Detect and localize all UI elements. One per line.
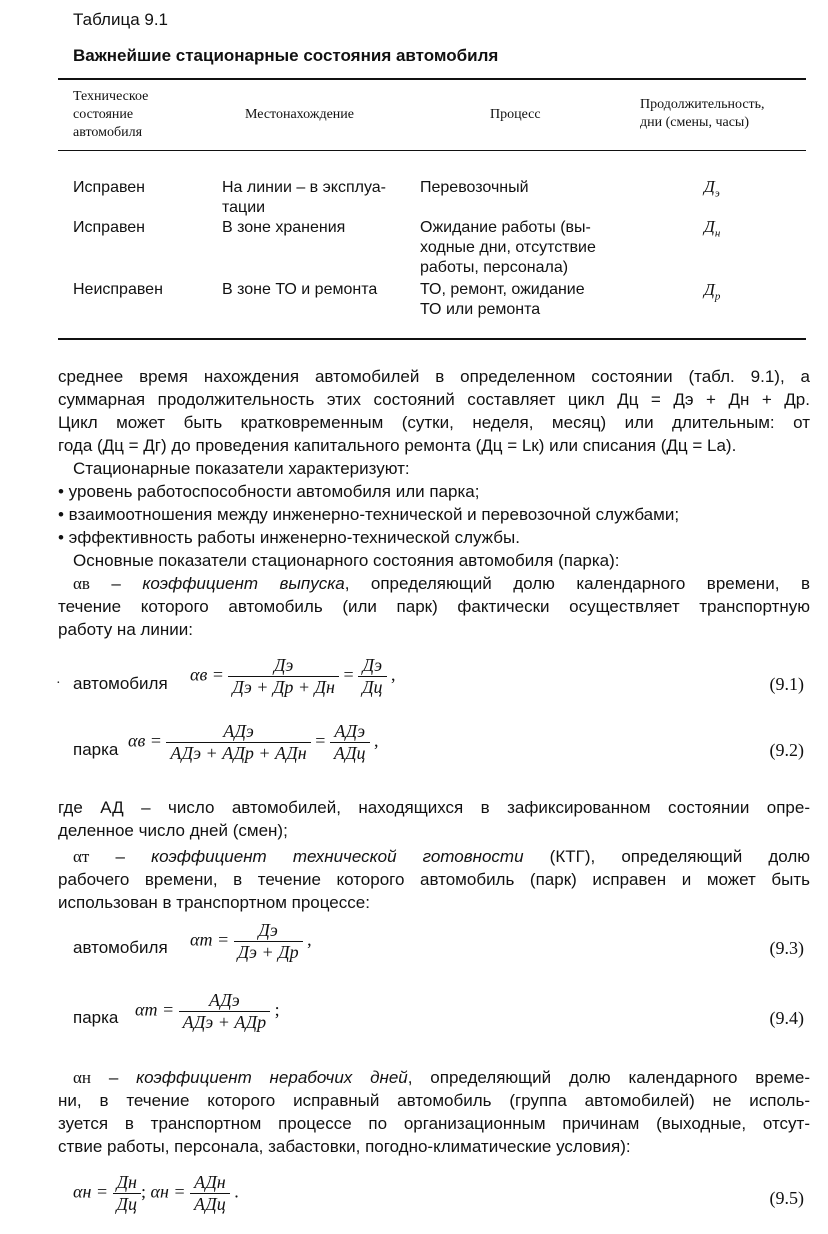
table-title: Важнейшие стационарные состояния автомобиля bbox=[73, 46, 499, 65]
stray-dot: · bbox=[56, 676, 61, 691]
term-nerabochie: коэффициент нерабочих дней bbox=[136, 1068, 408, 1087]
formula-9-1: αв = $\frac{Дэ}{Дэ + Др + Дн}$ = $\frac{Дэ}{Дц}$ , bbox=[190, 655, 396, 697]
row2-process: Ожидание работы (вы- ходные дни, отсутствие работы, персонала) bbox=[420, 219, 596, 276]
paragraph-2: Стационарные показатели характеризуют: • уровень работоспособности автомобиля или парка; • взаимоотношения между инженерно-технической и перевозочной службами; • эффективность работы инженерно-технической службы. Основные показатели стационарного состояния автомобиля (парка): bbox=[58, 459, 680, 570]
term-ktg: коэффициент технической готовности bbox=[151, 847, 524, 866]
row1-state: Исправен bbox=[73, 179, 146, 196]
alpha-n-symbol: αн bbox=[73, 1068, 92, 1087]
formula-9-4: αт = $\frac{\text{АДэ}}{\text{АДэ + АДр}}$ ; bbox=[135, 990, 280, 1032]
alpha-v-symbol: αв bbox=[73, 574, 90, 593]
paragraph-5: αт – коэффициент технической готовности (КТГ), определяющий долю рабочего времени, в течение которого автомобиль (парк) исправен и может быть использован в транспортном процессе: bbox=[58, 847, 810, 912]
paragraph-6: αн – коэффициент нерабочих дней, определяющий долю календарного време- ни, в течение которого исправный автомобиль (группа автомобилей) не исполь- зуется в транспортном процессе по организационным причинам (выходные, отсут- ствие работы, персонала, забастовки, погодно-климатические условия): bbox=[58, 1068, 810, 1156]
row3-process: ТО, ремонт, ожидание ТО или ремонта bbox=[420, 281, 585, 318]
header-location: Местонахождение bbox=[245, 107, 355, 122]
row1-process: Перевозочный bbox=[420, 179, 529, 196]
row1-duration: $Д_э$ bbox=[704, 177, 720, 200]
row3-state: Неисправен bbox=[73, 281, 163, 298]
alpha-t-symbol: αт bbox=[73, 847, 90, 866]
row2-state: Исправен bbox=[73, 219, 146, 236]
row2-duration: $Д_н$ bbox=[704, 217, 721, 240]
formula-9-2-number: (9.2) bbox=[769, 740, 804, 760]
term-vypusk: коэффициент выпуска bbox=[142, 574, 345, 593]
formula-9-3: αт = $\frac{Дэ}{Дэ + Др}$ , bbox=[190, 920, 312, 962]
formula-9-5: αн = $\frac{Дн}{Дц}$ ; αн = $\frac{\text{АДн}}{\text{АДц}}$ . bbox=[73, 1172, 239, 1214]
formula-9-3-label: автомобиля bbox=[73, 938, 168, 957]
formula-9-4-number: (9.4) bbox=[769, 1008, 804, 1028]
table-top-rule bbox=[58, 78, 806, 80]
row3-location: В зоне ТО и ремонта bbox=[222, 281, 378, 298]
paragraph-3: αв – коэффициент выпуска, определяющий долю календарного времени, в течение которого автомобиль (или парк) фактически осуществляет транспортную работу на линии: bbox=[58, 574, 810, 639]
row2-location: В зоне хранения bbox=[222, 219, 346, 236]
header-state: Техническое состояние автомобиля bbox=[73, 89, 149, 140]
formula-9-2: αв = $\frac{\text{АДэ}}{\text{АДэ + АДр + АДн}}$ = $\frac{\text{АДэ}}{\text{АДц}}$ , bbox=[128, 721, 379, 763]
formula-9-3-number: (9.3) bbox=[769, 938, 804, 958]
header-process: Процесс bbox=[490, 107, 541, 122]
row1-location: На линии – в эксплуа- тации bbox=[222, 179, 387, 216]
paragraph-1: среднее время нахождения автомобилей в определенном состоянии (табл. 9.1), а суммарная продолжительность этих состояний составляет цикл Дц = Дэ + Дн + Др. Цикл может быть кратковременным (сутки, неделя, месяц) или длительным: от года (Дц = Дг) до проведения капитального ремонта (Дц = Lк) или списания (Дц = Lа). bbox=[58, 367, 810, 455]
row3-duration: $Д_р$ bbox=[704, 280, 721, 303]
header-duration: Продолжительность, дни (смены, часы) bbox=[640, 97, 765, 130]
formula-9-4-label: парка bbox=[73, 1008, 119, 1027]
table-bottom-rule bbox=[58, 338, 806, 340]
formula-9-5-number: (9.5) bbox=[769, 1188, 804, 1208]
table-caption: Таблица 9.1 bbox=[73, 10, 169, 29]
formula-9-1-number: (9.1) bbox=[769, 674, 804, 694]
paragraph-4: где АД – число автомобилей, находящихся в зафиксированном состоянии опре- деленное число дней (смен); bbox=[58, 798, 810, 840]
table-header-rule bbox=[58, 150, 806, 151]
formula-9-1-label: автомобиля bbox=[73, 674, 168, 693]
formula-9-2-label: парка bbox=[73, 740, 119, 759]
